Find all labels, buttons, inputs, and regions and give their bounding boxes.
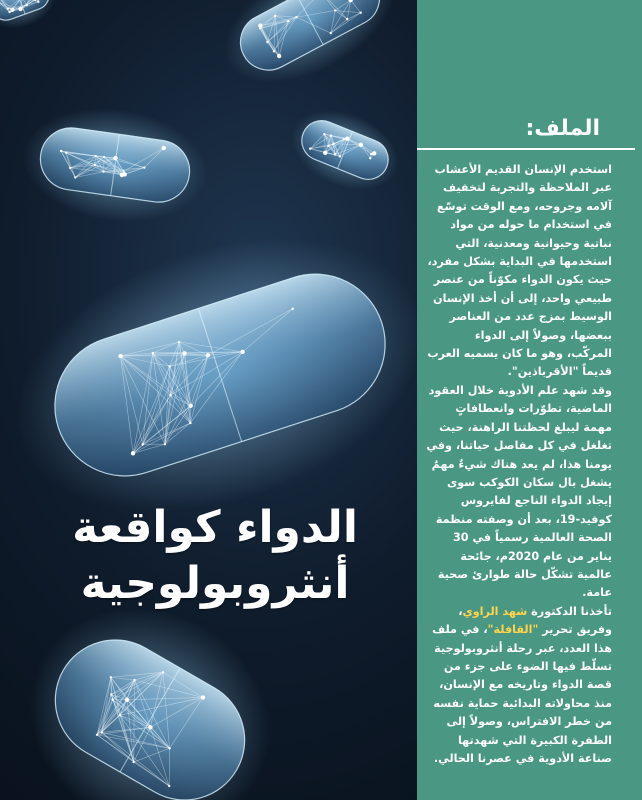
magazine-name: "القافلة" bbox=[487, 623, 539, 637]
article-body bbox=[426, 161, 612, 768]
paragraph-1: استخدم الإنسان القديم الأعشاب عبر الملاحظة والتجربة لتخفيف آلامه وجروحه، ومع الوقت توسّع في استخدام ما حوله من مواد نباتية وحيوانية ومعدنية، التي استخدمها في البداية بشكل مفرد، حيث يكون الدواء مكوّناً من عنصر طبيعي واحد، إلى أن أخذ الإنسان الوسيط بمزج عدد من العناصر ببعضها، وصولاً إلى الدواء المركّب، وهو ما كان يسميه العرب قديماً "الأقرباذين". bbox=[427, 163, 612, 379]
article-title bbox=[30, 500, 400, 612]
title-line-1: الدواء كواقعة bbox=[72, 502, 358, 553]
section-divider bbox=[417, 148, 635, 150]
p3-after: ، في ملف هذا العدد، عبر رحلة أنثروبولوجية تسلّط فيها الضوء على جزء من قصة الدواء وتاريخه مع الإنسان، منذ محاولاته البدائية حماية نفسه من خطر الافتراس، وصولاً إلى الطفرة الكبيرة التي شهدتها صناعة الأدوية في عصرنا الحالي. bbox=[432, 623, 612, 765]
p3-mid: ، وفريق تحرير bbox=[458, 604, 612, 637]
capsule-pill bbox=[0, 0, 64, 38]
section-label: الملف: bbox=[525, 116, 600, 141]
author-name: شهد الراوي bbox=[462, 604, 528, 618]
p3-before: تأخذنا الدكتورة bbox=[527, 604, 612, 618]
capsule-pill bbox=[15, 97, 215, 233]
paragraph-3 bbox=[426, 603, 612, 769]
title-line-2: أنثروبولوجية bbox=[80, 558, 350, 609]
capsule-pill bbox=[280, 96, 410, 205]
capsule-pill bbox=[204, 0, 416, 108]
paragraph-2: وقد شهد علم الأدوية خلال العقود الماضية، تطوّرات وانعطافاتٍ مهمة ليبلغ لحظتنا الراهنة، حيث تغلغل في كل مفاصل حياتنا، وفي يومنا هذا، لم يعد هناك شيءٌ مهمٌ يشغل بال سكان الكوكب سوى إيجاد الدواء الناجع لفايروس كوفيد-19، بعد أن وصفته منظمة الصحة العالمية رسمياً في 30 يناير من عام 2020م، جائحة عالمية تشكّل حالة طوارئ صحية عامة. bbox=[426, 383, 612, 600]
